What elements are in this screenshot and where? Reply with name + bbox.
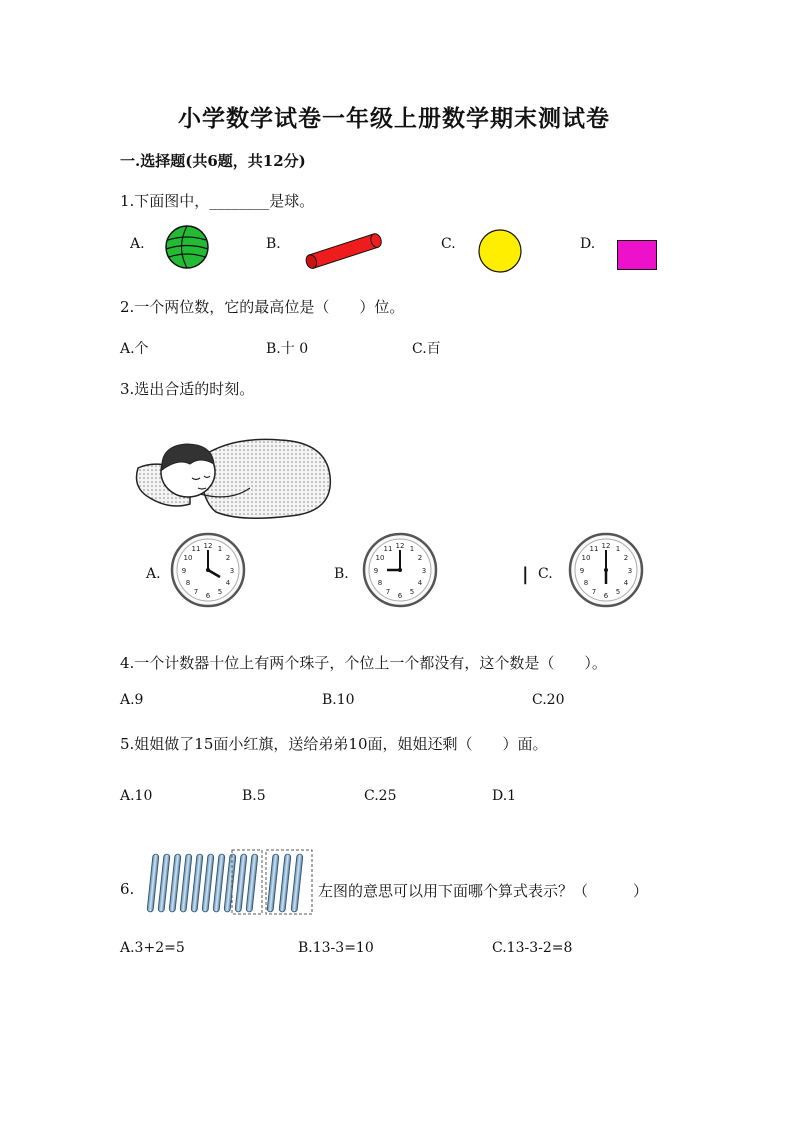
svg-text:2: 2 (225, 554, 231, 562)
svg-text:12: 12 (395, 542, 405, 550)
svg-text:7: 7 (385, 588, 391, 596)
magenta-square-icon (617, 240, 657, 270)
svg-text:9: 9 (181, 567, 187, 575)
q4-option-a[interactable]: A.9 (120, 692, 144, 708)
question-3-text: 3.选出合适的时刻。 (120, 380, 255, 398)
svg-text:3: 3 (627, 567, 633, 575)
counting-sticks-illustration (144, 848, 316, 916)
svg-text:8: 8 (377, 579, 383, 587)
q5-option-c[interactable]: C.25 (364, 788, 397, 804)
svg-text:1: 1 (615, 545, 621, 553)
question-1-text: 1.下面图中，________是球。 (120, 192, 315, 210)
svg-text:4: 4 (623, 579, 629, 587)
svg-text:2: 2 (417, 554, 423, 562)
q5-option-b[interactable]: B.5 (242, 788, 266, 804)
svg-text:12: 12 (203, 542, 213, 550)
section-heading: 一.选择题(共6题，共12分) (120, 152, 306, 170)
question-2-text: 2.一个两位数，它的最高位是（ ）位。 (120, 298, 405, 316)
q3-option-a-label[interactable]: A. (146, 566, 161, 582)
svg-text:5: 5 (217, 588, 223, 596)
svg-text:5: 5 (615, 588, 621, 596)
question-6-number: 6. (120, 880, 135, 898)
svg-text:8: 8 (583, 579, 589, 587)
question-5-text: 5.姐姐做了15面小红旗，送给弟弟10面，姐姐还剩（ ）面。 (120, 735, 548, 753)
q1-option-a-label[interactable]: A. (130, 236, 145, 252)
q3-option-b-label[interactable]: B. (334, 566, 349, 582)
q2-option-a[interactable]: A.个 (120, 341, 149, 357)
svg-text:11: 11 (383, 545, 393, 553)
q2-option-b[interactable]: B.十 0 (266, 341, 309, 357)
q5-option-a[interactable]: A.10 (120, 788, 153, 804)
q3-option-c-label[interactable]: C. (538, 566, 553, 582)
q6-option-c[interactable]: C.13-3-2=8 (492, 940, 573, 956)
page-title: 小学数学试卷一年级上册数学期末测试卷 (178, 105, 610, 132)
svg-text:11: 11 (589, 545, 599, 553)
q6-option-b[interactable]: B.13-3=10 (298, 940, 374, 956)
svg-text:10: 10 (183, 554, 193, 562)
q5-option-d[interactable]: D.1 (492, 788, 517, 804)
q4-option-b[interactable]: B.10 (322, 692, 355, 708)
q4-option-c[interactable]: C.20 (532, 692, 565, 708)
svg-text:9: 9 (373, 567, 379, 575)
svg-text:1: 1 (409, 545, 415, 553)
q2-option-c[interactable]: C.百 (412, 341, 441, 357)
svg-text:4: 4 (417, 579, 423, 587)
question-6-text: 左图的意思可以用下面哪个算式表示？（ ） (318, 882, 649, 900)
svg-text:6: 6 (603, 592, 609, 600)
svg-text:6: 6 (205, 592, 211, 600)
svg-text:3: 3 (421, 567, 427, 575)
svg-text:3: 3 (229, 567, 235, 575)
svg-text:5: 5 (409, 588, 415, 596)
svg-text:10: 10 (581, 554, 591, 562)
sleeping-child-illustration (130, 428, 340, 524)
svg-text:7: 7 (591, 588, 597, 596)
svg-text:8: 8 (185, 579, 191, 587)
q1-option-d-label[interactable]: D. (580, 236, 596, 252)
svg-text:12: 12 (601, 542, 611, 550)
clock-icon (568, 532, 644, 608)
question-4-text: 4.一个计数器十位上有两个珠子，个位上一个都没有，这个数是（ ）。 (120, 654, 607, 672)
clock-icon (170, 532, 246, 608)
svg-text:6: 6 (397, 592, 403, 600)
svg-text:2: 2 (623, 554, 629, 562)
q3-divider: | (522, 564, 529, 585)
red-cylinder-icon (302, 232, 386, 272)
svg-text:1: 1 (217, 545, 223, 553)
svg-text:10: 10 (375, 554, 385, 562)
svg-text:7: 7 (193, 588, 199, 596)
svg-text:9: 9 (579, 567, 585, 575)
q1-option-b-label[interactable]: B. (266, 236, 281, 252)
svg-text:4: 4 (225, 579, 231, 587)
yellow-circle-icon (477, 228, 523, 274)
q1-option-c-label[interactable]: C. (441, 236, 456, 252)
clock-icon (362, 532, 438, 608)
svg-text:11: 11 (191, 545, 201, 553)
green-ball-icon (164, 224, 210, 270)
q6-option-a[interactable]: A.3+2=5 (120, 940, 185, 956)
